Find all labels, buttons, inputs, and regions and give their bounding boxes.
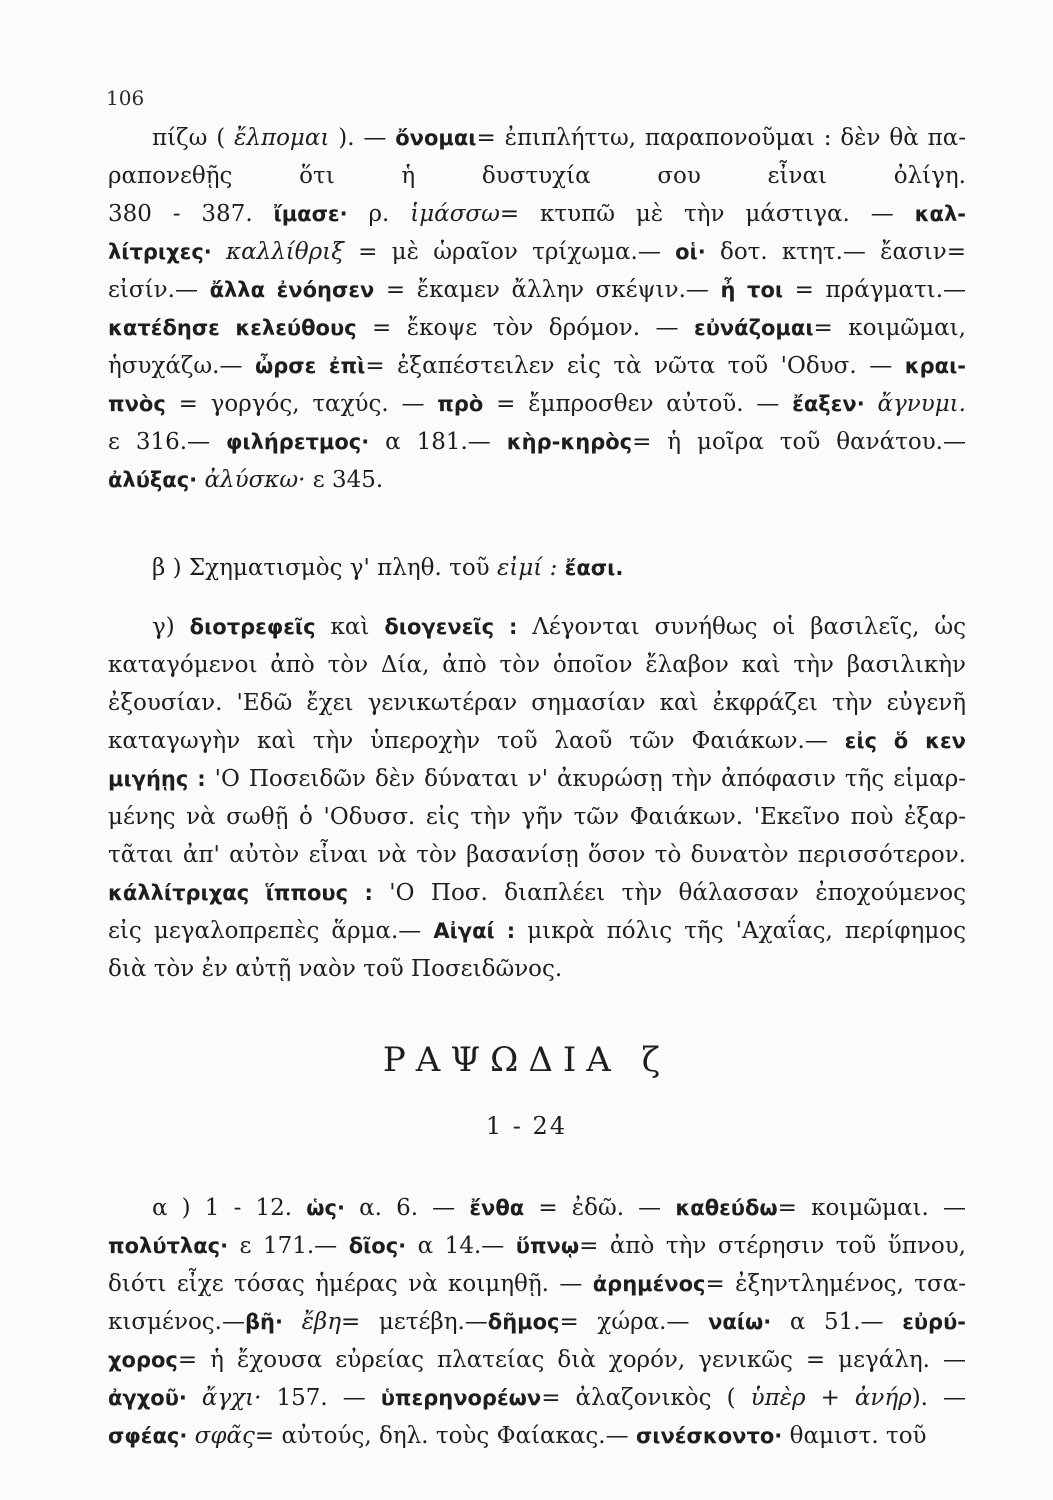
lemma-term: καθεύδω [675,1196,778,1220]
italic-word: ἀλύσκω· [204,467,306,493]
text-line: μιγήῃς : 'Ο Ποσειδῶν δὲν δύναται ν' ἀκυρώσῃ τὴν ἀπόφασιν τῆς εἱμαρ- [108,766,967,792]
text-line: διότι εἶχε τόσας ἡμέρας νὰ κοιμηθῇ. — ἀρημένος= ἐξηντλημένος, τσα- [108,1271,967,1297]
italic-word: ἄγνυμι. [877,391,966,417]
lemma-term: κὴρ-κηρὸς [506,430,633,454]
text-line: ἐξουσίαν. 'Εδῶ ἔχει γενικωτέραν σημασίαν καὶ ἐκφράζει τὴν εὐγενῆ [108,690,966,716]
commentary-block-380 [108,119,966,499]
italic-word: σφᾶς [194,1423,255,1449]
text-line: εἰς μεγαλοπρεπὲς ἅρμα.— Αἰγαί : μικρὰ πόλις τῆς 'Αχαΐας, περίφημος [108,918,966,944]
text-line: λίτριχες· καλλίθριξ = μὲ ὡραῖον τρίχωμα.— οἱ· δοτ. κτητ.— ἔασιν= [108,239,966,265]
lemma-term: ἄλλα ἐνόησεν [209,278,375,302]
text-line: πίζω ( ἔλπομαι ). — ὄνομαι= ἐπιπλήττω, παραπονοῦμαι : δὲν θὰ πα- [152,125,966,151]
text-line: γ) διοτρεφεῖς καὶ διογενεῖς : Λέγονται συνήθως οἱ βασιλεῖς, ὡς [152,614,967,640]
lemma-term: ναίω· [708,1310,772,1334]
text-line: σφέας· σφᾶς= αὐτούς, δηλ. τοὺς Φαίακας.— σινέσκοντο· θαμιστ. τοῦ [108,1423,927,1449]
lemma-term: εὐρύ- [902,1310,966,1334]
text-line: πολύτλας· ε 171.— δῖος· α 14.— ὕπνῳ= ἀπὸ τὴν στέρησιν τοῦ ὕπνου, [108,1233,966,1259]
text-line: εἰσίν.— ἄλλα ἐνόησεν = ἔκαμεν ἄλλην σκέψιν.— ἦ τοι = πράγματι.— [108,277,967,303]
text-line: 380 - 387. ἴμασε· ρ. ἱμάσσω= κτυπῶ μὲ τὴν μάστιγα. — καλ- [108,201,966,227]
italic-word: ἄγχι· [201,1385,262,1411]
lemma-term: διοτρεφεῖς [189,615,316,639]
lemma-term: ὑπερηνορέων [380,1386,542,1410]
text-line: μένης νὰ σωθῇ ὁ 'Οδυσσ. εἰς τὴν γῆν τῶν Φαιάκων. 'Εκεῖνο ποὺ ἐξαρ- [108,804,966,830]
lemma-term: δῆμος [487,1310,560,1334]
lemma-term: ἔνθα [469,1196,525,1220]
lemma-term: εἰς ὅ κεν [844,729,966,753]
lemma-term: φιλήρετμος· [225,430,370,454]
italic-word: εἰμί : [496,555,558,581]
lemma-term: σινέσκοντο· [635,1424,783,1448]
commentary-note-c [108,608,966,988]
text-line: τᾶται ἀπ' αὐτὸν εἶναι νὰ τὸν βασανίσῃ ὅσον τὸ δυνατὸν περισσότερον. [108,842,966,868]
lemma-term: ὄνομαι [395,126,477,150]
text-line: κατέδησε κελεύθους = ἔκοψε τὸν δρόμον. — εὐνάζομαι= κοιμῶμαι, [108,315,966,341]
lemma-term: ὕπνῳ [515,1234,580,1258]
verse-range: 1 - 24 [485,1112,568,1140]
lemma-term: ὡς· [306,1196,345,1220]
text-line: χορος= ἡ ἔχουσα εὐρείας πλατείας διὰ χορόν, γενικῶς = μεγάλη. — [108,1347,966,1373]
lemma-term: οἱ· [675,240,706,264]
lemma-term: πνὸς [108,392,166,416]
lemma-term: ἀγχοῦ· [108,1386,187,1410]
lemma-term: κατέδησε κελεύθους [108,316,357,340]
text-line: κάλλίτριχας ἵππους : 'Ο Ποσ. διαπλέει τὴν θάλασσαν ἐποχούμενος [108,880,966,906]
lemma-term: σφέας· [108,1424,188,1448]
page-number: 106 [106,86,145,110]
text-line: διὰ τὸν ἐν αὐτῇ ναὸν τοῦ Ποσειδῶνος. [108,956,563,982]
lemma-term: ἦ τοι [720,278,784,302]
italic-word: ὑπὲρ + ἀνήρ [750,1385,912,1411]
commentary-block-1-12 [108,1189,966,1455]
text-line: ε 316.— φιλήρετμος· α 181.— κὴρ-κηρὸς= ἡ μοῖρα τοῦ θανάτου.— [108,429,966,455]
lemma-term: ἀρημένος [592,1272,706,1296]
lemma-term: κάλλίτριχας ἵππους : [108,881,373,905]
text-line: πνὸς = γοργός, ταχύς. — πρὸ = ἔμπροσθεν αὐτοῦ. — ἔαξεν· ἄγνυμι. [108,391,966,417]
text-line: ἡσυχάζω.— ὦρσε ἐπὶ= ἐξαπέστειλεν εἰς τὰ νῶτα τοῦ 'Οδυσ. — κραι- [108,353,966,379]
text-line: β ) Σχηματισμὸς γ' πληθ. τοῦ εἰμί : ἔασι. [152,555,624,581]
rhapsody-title: ΡΑΨΩΔΙΑ ζ [382,1040,671,1080]
text-line: α ) 1 - 12. ὡς· α. 6. — ἔνθα = ἐδῶ. — καθεύδω= κοιμῶμαι. — [152,1195,966,1221]
text-line: καταγωγὴν καὶ τὴν ὑπεροχὴν τοῦ λαοῦ τῶν Φαιάκων.— εἰς ὅ κεν [108,728,966,754]
text-line: ἀγχοῦ· ἄγχι· 157. — ὑπερηνορέων= ἀλαζονικὸς ( ὑπὲρ + ἀνήρ). — [108,1385,966,1411]
lemma-term: ὦρσε ἐπὶ [254,354,366,378]
lemma-term: καλ- [914,202,966,226]
italic-word: ἔβη [301,1309,341,1335]
text-line: ραπονεθῇς ὅτι ἡ δυστυχία σου εἶναι ὀλίγη. [108,163,966,189]
lemma-term: ἀλύξας· [108,468,198,492]
lemma-term: ἔασι. [564,556,624,580]
lemma-term: πολύτλας· [108,1234,229,1258]
italic-word: καλλίθριξ [226,239,344,265]
italic-word: ἔλπομαι [234,125,330,151]
lemma-term: εὐνάζομαι [694,316,814,340]
lemma-term: κραι- [904,354,966,378]
lemma-term: βῆ· [244,1310,283,1334]
lemma-term: χορος [108,1348,178,1372]
lemma-term: ἔαξεν· [792,392,865,416]
lemma-term: ἴμασε· [273,202,348,226]
text-line: κισμένος.—βῆ· ἔβη= μετέβη.—δῆμος= χώρα.— ναίω· α 51.— εὐρύ- [108,1309,966,1335]
lemma-term: διογενεῖς : [384,615,518,639]
italic-word: ἱμάσσω [410,201,500,227]
lemma-term: Αἰγαί : [433,919,516,943]
lemma-term: πρὸ [437,392,484,416]
text-line: καταγόμενοι ἀπὸ τὸν Δία, ἀπὸ τὸν ὁποῖον ἔλαβον καὶ τὴν βασιλικὴν [108,652,966,678]
lemma-term: λίτριχες· [108,240,212,264]
lemma-term: μιγήῃς : [108,767,206,791]
lemma-term: δῖος· [348,1234,407,1258]
text-line: ἀλύξας· ἀλύσκω· ε 345. [108,467,384,493]
commentary-note-b [108,549,966,587]
